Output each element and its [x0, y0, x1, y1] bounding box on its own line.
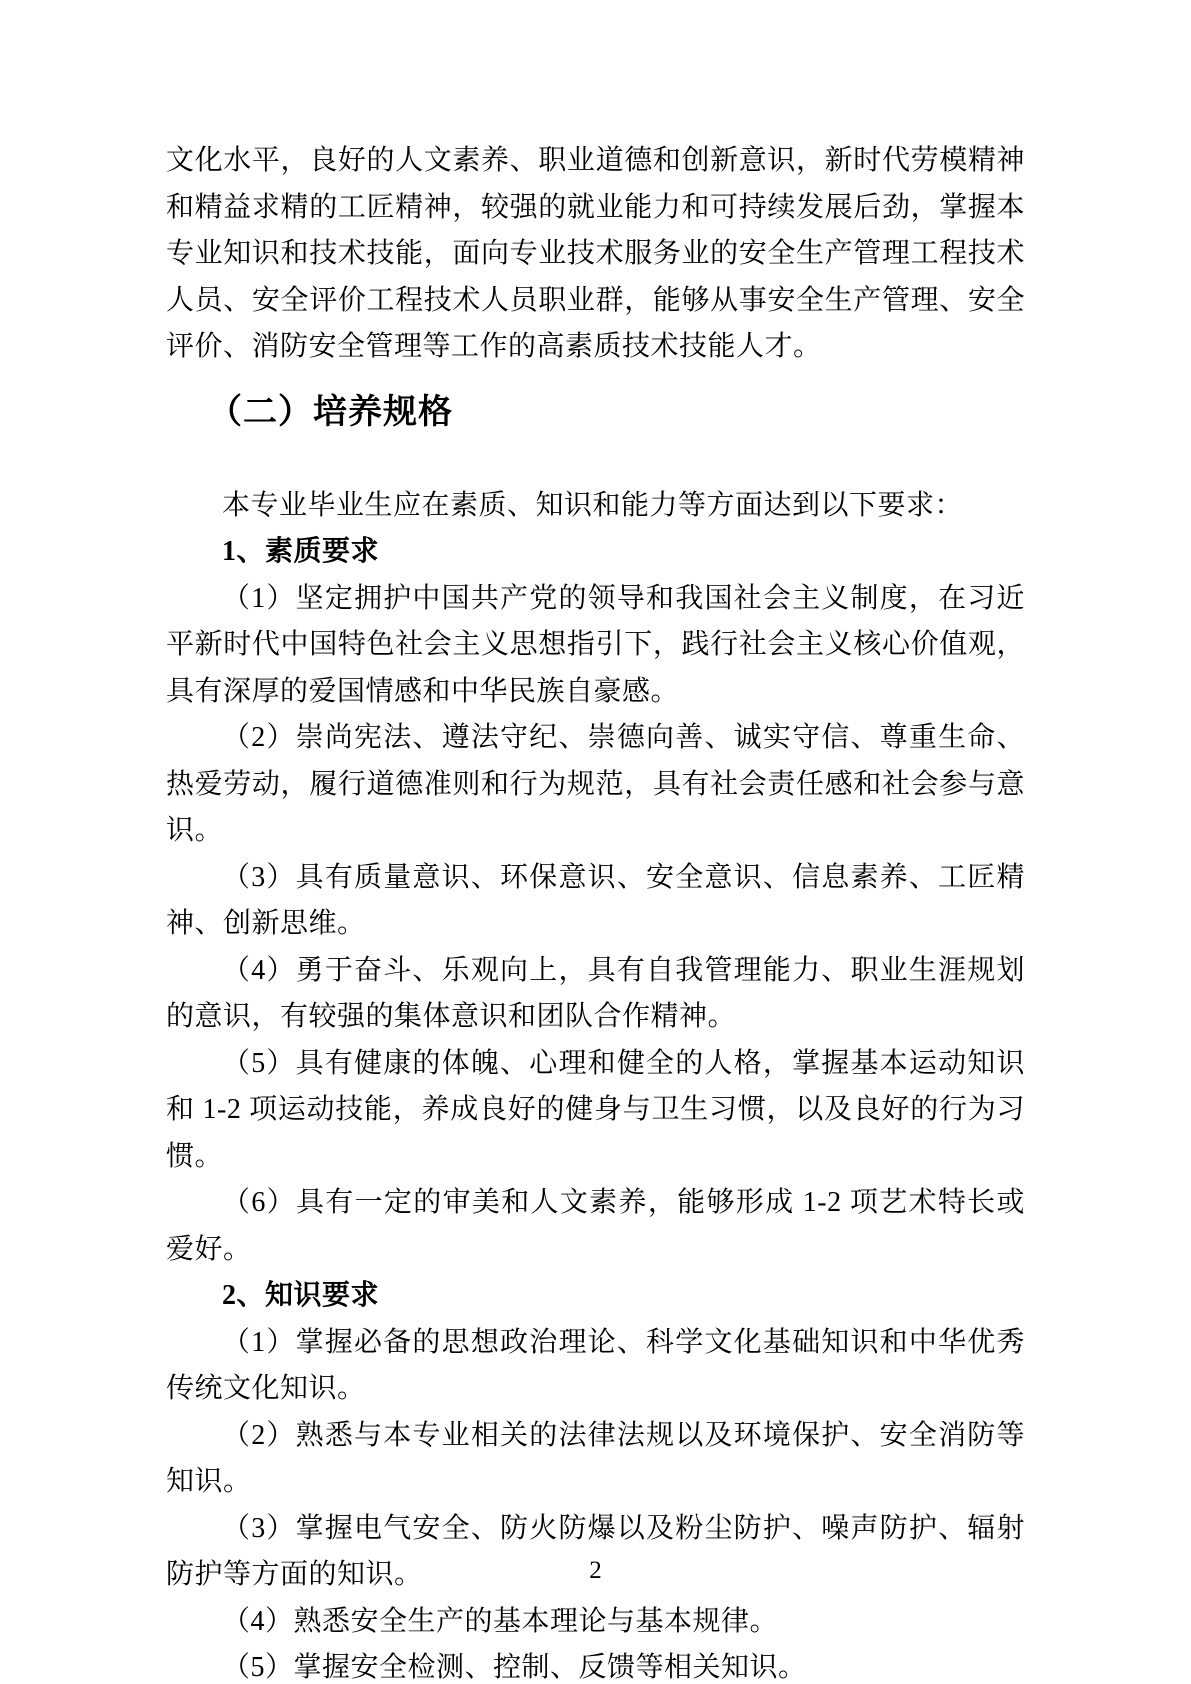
- knowledge-item-4: （4）熟悉安全生产的基本理论与基本规律。: [222, 1605, 779, 1637]
- knowledge-item-5: （5）掌握安全检测、控制、反馈等相关知识。: [222, 1652, 807, 1683]
- intro-paragraph: 本专业毕业生应在素质、知识和能力等方面达到以下要求：: [222, 489, 964, 521]
- subsection-heading-quality: 1、素质要求: [222, 536, 380, 567]
- subsection-heading-knowledge: 2、知识要求: [222, 1280, 380, 1311]
- section-heading: （二）培养规格: [208, 392, 453, 431]
- quality-item-1: （1）坚定拥护中国共产党的领导和我国社会主义制度，在习近平新时代中国特色社会主义思想指引下，践行社会主义核心价值观，具有深厚的爱国情感和中华民族自豪感。: [166, 582, 1025, 707]
- quality-item-4: （4）勇于奋斗、乐观向上，具有自我管理能力、职业生涯规划的意识，有较强的集体意识和团队合作精神。: [166, 954, 1025, 1032]
- quality-item-6: （6）具有一定的审美和人文素养，能够形成 1-2 项艺术特长或爱好。: [166, 1187, 1025, 1265]
- page-number: 2: [589, 1557, 602, 1584]
- knowledge-item-3: （3）掌握电气安全、防火防爆以及粉尘防护、噪声防护、辐射防护等方面的知识。: [166, 1512, 1025, 1590]
- quality-item-5: （5）具有健康的体魄、心理和健全的人格，掌握基本运动知识和 1-2 项运动技能，养成良好的健身与卫生习惯，以及良好的行为习惯。: [166, 1047, 1025, 1172]
- quality-item-2: （2）崇尚宪法、遵法守纪、崇德向善、诚实守信、尊重生命、热爱劳动，履行道德准则和行为规范，具有社会责任感和社会参与意识。: [166, 722, 1025, 846]
- quality-item-3: （3）具有质量意识、环保意识、安全意识、信息素养、工匠精神、创新思维。: [166, 861, 1025, 939]
- lead-paragraph: 文化水平，良好的人文素养、职业道德和创新意识，新时代劳模精神和精益求精的工匠精神，较强的就业能力和可持续发展后劲，掌握本专业知识和技术技能，面向专业技术服务业的安全生产管理工程技术人员、安全评价工程技术人员职业群，能够从事安全生产管理、安全评价、消防安全管理等工作的高素质技术技能人才。: [166, 145, 1025, 362]
- knowledge-item-2: （2）熟悉与本专业相关的法律法规以及环境保护、安全消防等知识。: [166, 1419, 1025, 1497]
- knowledge-item-1: （1）掌握必备的思想政治理论、科学文化基础知识和中华优秀传统文化知识。: [166, 1326, 1025, 1404]
